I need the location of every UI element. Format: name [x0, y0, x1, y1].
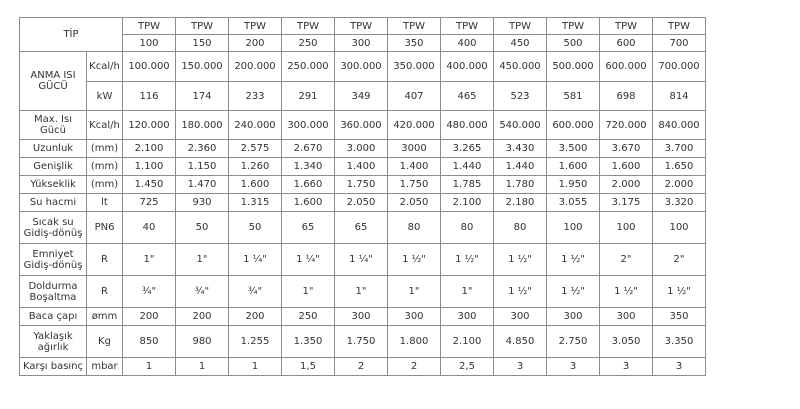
spec-table — [19, 17, 706, 376]
value-cell: 4.850 — [494, 326, 547, 358]
value-cell: ¾" — [229, 276, 282, 308]
value-cell: 80 — [494, 212, 547, 244]
row-label-sicaksu — [20, 212, 87, 244]
model-number: 300 — [335, 35, 388, 52]
value-cell: 1" — [176, 244, 229, 276]
value-cell: 2.000 — [653, 176, 706, 194]
value-cell: 180.000 — [176, 111, 229, 140]
value-cell: 233 — [229, 82, 282, 111]
value-cell: 2.670 — [282, 140, 335, 158]
value-cell: 465 — [441, 82, 494, 111]
value-cell: 1" — [441, 276, 494, 308]
model-prefix: TPW — [282, 18, 335, 35]
row-label-line: Emniyet — [32, 248, 74, 260]
value-cell: 1.780 — [494, 176, 547, 194]
table-row — [20, 276, 706, 308]
model-prefix: TPW — [176, 18, 229, 35]
value-cell: 840.000 — [653, 111, 706, 140]
table-row — [20, 212, 706, 244]
value-cell: 100 — [547, 212, 600, 244]
value-cell: 300 — [335, 308, 388, 326]
value-cell: 3.350 — [653, 326, 706, 358]
value-cell: 1.650 — [653, 158, 706, 176]
value-cell: 3 — [494, 358, 547, 376]
value-cell: 540.000 — [494, 111, 547, 140]
value-cell: 100 — [600, 212, 653, 244]
value-cell: 3.500 — [547, 140, 600, 158]
value-cell: 250 — [282, 308, 335, 326]
value-cell: 2.750 — [547, 326, 600, 358]
table-row — [20, 111, 706, 140]
value-cell: 3.050 — [600, 326, 653, 358]
model-prefix: TPW — [547, 18, 600, 35]
value-cell: 1.400 — [388, 158, 441, 176]
model-number: 450 — [494, 35, 547, 52]
value-cell: 1.470 — [176, 176, 229, 194]
value-cell: 1.600 — [229, 176, 282, 194]
value-cell: 200 — [229, 308, 282, 326]
value-cell: 120.000 — [123, 111, 176, 140]
value-cell: 65 — [335, 212, 388, 244]
header-row-bottom — [20, 35, 706, 52]
model-number: 100 — [123, 35, 176, 52]
value-cell: 1" — [282, 276, 335, 308]
row-label-doldurma — [20, 276, 87, 308]
table-row — [20, 158, 706, 176]
value-cell: 2.050 — [388, 194, 441, 212]
row-label-line: Doldurma — [28, 280, 78, 292]
value-cell: 3 — [653, 358, 706, 376]
row-label-anma — [20, 52, 87, 111]
row-label-line: Boşaltma — [29, 291, 77, 303]
value-cell: 100 — [653, 212, 706, 244]
value-cell: 400.000 — [441, 52, 494, 82]
table-row — [20, 82, 706, 111]
value-cell: 814 — [653, 82, 706, 111]
row-label-max — [20, 111, 87, 140]
value-cell: 1 ½" — [547, 276, 600, 308]
unit-cell: R — [87, 276, 123, 308]
value-cell: 581 — [547, 82, 600, 111]
value-cell: 1.660 — [282, 176, 335, 194]
value-cell: 291 — [282, 82, 335, 111]
row-label-line: Max. Isı — [34, 114, 72, 125]
value-cell: 725 — [123, 194, 176, 212]
value-cell: 1 ½" — [441, 244, 494, 276]
value-cell: 720.000 — [600, 111, 653, 140]
value-cell: 240.000 — [229, 111, 282, 140]
value-cell: 1.315 — [229, 194, 282, 212]
row-label-line: Karşı basınç — [22, 361, 84, 372]
model-prefix: TPW — [653, 18, 706, 35]
value-cell: 50 — [229, 212, 282, 244]
value-cell: 1.750 — [335, 176, 388, 194]
unit-cell: lt — [87, 194, 123, 212]
model-number: 250 — [282, 35, 335, 52]
value-cell: 1.350 — [282, 326, 335, 358]
header-row-top — [20, 18, 706, 35]
value-cell: 1.600 — [600, 158, 653, 176]
value-cell: 350.000 — [388, 52, 441, 82]
value-cell: 2" — [600, 244, 653, 276]
value-cell: 300.000 — [335, 52, 388, 82]
value-cell: 2.575 — [229, 140, 282, 158]
model-prefix: TPW — [441, 18, 494, 35]
value-cell: 3 — [547, 358, 600, 376]
value-cell: 1" — [335, 276, 388, 308]
row-label-baca — [20, 308, 87, 326]
row-label-karsi — [20, 358, 87, 376]
row-label-line: Su hacmi — [29, 197, 77, 208]
value-cell: 1 ½" — [494, 276, 547, 308]
value-cell: 80 — [441, 212, 494, 244]
model-number: 150 — [176, 35, 229, 52]
value-cell: 1 — [229, 358, 282, 376]
value-cell: 1.450 — [123, 176, 176, 194]
row-label-line: Gücü — [40, 125, 66, 136]
header-tip-label: TİP — [20, 18, 123, 52]
value-cell: 1.260 — [229, 158, 282, 176]
value-cell: 1.785 — [441, 176, 494, 194]
value-cell: 2 — [335, 358, 388, 376]
value-cell: 300 — [547, 308, 600, 326]
value-cell: 1.800 — [388, 326, 441, 358]
value-cell: 250.000 — [282, 52, 335, 82]
value-cell: 3.000 — [335, 140, 388, 158]
row-label-line: Yaklaşık — [33, 330, 73, 342]
value-cell: 360.000 — [335, 111, 388, 140]
table-row — [20, 244, 706, 276]
value-cell: 200 — [176, 308, 229, 326]
value-cell: 3 — [600, 358, 653, 376]
table-row — [20, 194, 706, 212]
value-cell: 1.340 — [282, 158, 335, 176]
unit-cell: Kg — [87, 326, 123, 358]
row-label-genislik — [20, 158, 87, 176]
row-label-line: Genişlik — [33, 161, 73, 172]
value-cell: 980 — [176, 326, 229, 358]
unit-cell: (mm) — [87, 140, 123, 158]
value-cell: 200.000 — [229, 52, 282, 82]
value-cell: 1.255 — [229, 326, 282, 358]
value-cell: 1 ½" — [547, 244, 600, 276]
value-cell: 300 — [494, 308, 547, 326]
value-cell: 1.950 — [547, 176, 600, 194]
value-cell: 3.320 — [653, 194, 706, 212]
row-label-line: ANMA ISI — [30, 70, 76, 81]
value-cell: 2.180 — [494, 194, 547, 212]
value-cell: 300.000 — [282, 111, 335, 140]
value-cell: 2.100 — [441, 326, 494, 358]
value-cell: 40 — [123, 212, 176, 244]
value-cell: 1.100 — [123, 158, 176, 176]
value-cell: 2 — [388, 358, 441, 376]
unit-cell: kW — [87, 82, 123, 111]
row-label-agirlik — [20, 326, 87, 358]
value-cell: 450.000 — [494, 52, 547, 82]
value-cell: 2.000 — [600, 176, 653, 194]
value-cell: 407 — [388, 82, 441, 111]
row-label-uzunluk — [20, 140, 87, 158]
value-cell: 350 — [653, 308, 706, 326]
value-cell: 3.670 — [600, 140, 653, 158]
value-cell: 500.000 — [547, 52, 600, 82]
model-number: 350 — [388, 35, 441, 52]
value-cell: 3.430 — [494, 140, 547, 158]
unit-cell: Kcal/h — [87, 111, 123, 140]
value-cell: 300 — [388, 308, 441, 326]
value-cell: 2.050 — [335, 194, 388, 212]
value-cell: 698 — [600, 82, 653, 111]
value-cell: 116 — [123, 82, 176, 111]
unit-cell: ømm — [87, 308, 123, 326]
value-cell: 700.000 — [653, 52, 706, 82]
value-cell: 3.265 — [441, 140, 494, 158]
value-cell: 600.000 — [600, 52, 653, 82]
value-cell: 200 — [123, 308, 176, 326]
model-prefix: TPW — [123, 18, 176, 35]
value-cell: 1.150 — [176, 158, 229, 176]
value-cell: 1" — [388, 276, 441, 308]
value-cell: 2.100 — [123, 140, 176, 158]
value-cell: 2.100 — [441, 194, 494, 212]
model-prefix: TPW — [229, 18, 282, 35]
value-cell: 1 — [176, 358, 229, 376]
row-label-emniyet — [20, 244, 87, 276]
unit-cell: Kcal/h — [87, 52, 123, 82]
row-label-line: ağırlık — [37, 341, 69, 353]
value-cell: 3.700 — [653, 140, 706, 158]
value-cell: 1 ¼" — [229, 244, 282, 276]
row-label-line: Uzunluk — [32, 143, 74, 154]
table-row — [20, 326, 706, 358]
value-cell: ¾" — [176, 276, 229, 308]
value-cell: 1 ½" — [494, 244, 547, 276]
value-cell: 1" — [123, 244, 176, 276]
row-label-suhacmi — [20, 194, 87, 212]
model-number: 500 — [547, 35, 600, 52]
value-cell: 300 — [441, 308, 494, 326]
value-cell: 65 — [282, 212, 335, 244]
value-cell: 850 — [123, 326, 176, 358]
table-row — [20, 140, 706, 158]
value-cell: 300 — [600, 308, 653, 326]
value-cell: 480.000 — [441, 111, 494, 140]
value-cell: 930 — [176, 194, 229, 212]
unit-cell: R — [87, 244, 123, 276]
value-cell: 1.440 — [441, 158, 494, 176]
model-number: 600 — [600, 35, 653, 52]
value-cell: 1 ½" — [600, 276, 653, 308]
value-cell: 420.000 — [388, 111, 441, 140]
value-cell: 1 ¼" — [335, 244, 388, 276]
value-cell: 2.360 — [176, 140, 229, 158]
value-cell: 1.600 — [547, 158, 600, 176]
value-cell: 1 ½" — [653, 276, 706, 308]
value-cell: 1.600 — [282, 194, 335, 212]
model-number: 400 — [441, 35, 494, 52]
value-cell: 1 — [123, 358, 176, 376]
value-cell: 3000 — [388, 140, 441, 158]
value-cell: 100.000 — [123, 52, 176, 82]
model-prefix: TPW — [388, 18, 441, 35]
value-cell: 1.400 — [335, 158, 388, 176]
spec-table-body — [20, 18, 706, 376]
row-label-line: GÜCÜ — [38, 81, 68, 92]
value-cell: 50 — [176, 212, 229, 244]
value-cell: 150.000 — [176, 52, 229, 82]
value-cell: 3.055 — [547, 194, 600, 212]
unit-cell: PN6 — [87, 212, 123, 244]
value-cell: 523 — [494, 82, 547, 111]
row-label-line: Sıcak su — [32, 216, 74, 228]
value-cell: 1,5 — [282, 358, 335, 376]
value-cell: 2" — [653, 244, 706, 276]
table-row — [20, 308, 706, 326]
table-row — [20, 358, 706, 376]
value-cell: 1.750 — [388, 176, 441, 194]
unit-cell: (mm) — [87, 158, 123, 176]
value-cell: 1 ½" — [388, 244, 441, 276]
row-label-line: Gidiş-dönüş — [23, 259, 83, 271]
value-cell: ¾" — [123, 276, 176, 308]
model-number: 700 — [653, 35, 706, 52]
row-label-line: Baca çapı — [28, 311, 78, 322]
model-number: 200 — [229, 35, 282, 52]
value-cell: 2,5 — [441, 358, 494, 376]
value-cell: 1.440 — [494, 158, 547, 176]
table-row — [20, 52, 706, 82]
value-cell: 1 ¼" — [282, 244, 335, 276]
unit-cell: (mm) — [87, 176, 123, 194]
table-row — [20, 176, 706, 194]
value-cell: 80 — [388, 212, 441, 244]
row-label-line: Gidiş-dönüş — [23, 227, 83, 239]
value-cell: 1.750 — [335, 326, 388, 358]
model-prefix: TPW — [494, 18, 547, 35]
value-cell: 174 — [176, 82, 229, 111]
row-label-line: Yükseklik — [30, 179, 76, 190]
value-cell: 3.175 — [600, 194, 653, 212]
model-prefix: TPW — [335, 18, 388, 35]
value-cell: 600.000 — [547, 111, 600, 140]
value-cell: 349 — [335, 82, 388, 111]
row-label-yukseklik — [20, 176, 87, 194]
unit-cell: mbar — [87, 358, 123, 376]
model-prefix: TPW — [600, 18, 653, 35]
